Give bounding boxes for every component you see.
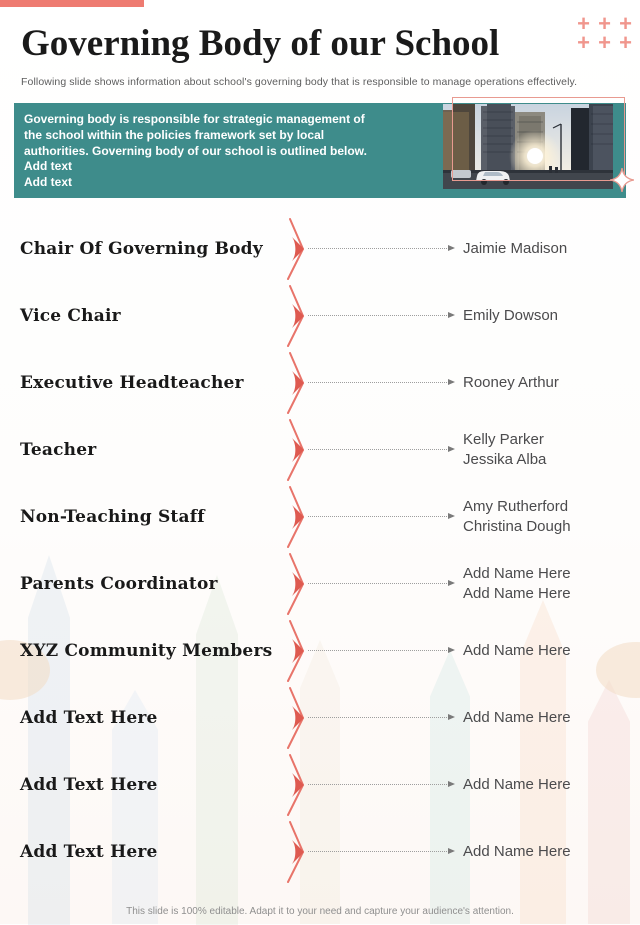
- governing-body-list: [20, 215, 622, 885]
- footer-note: This slide is 100% editable. Adapt it to your need and capture your audience's attention.: [126, 906, 514, 917]
- chevron-connector-icon: [278, 218, 308, 280]
- chevron-connector-icon: [278, 687, 308, 749]
- city-street-photo: [443, 104, 613, 189]
- plus-icon: +: [619, 30, 632, 55]
- role-label: Parents Coordinator: [20, 573, 218, 594]
- role-label: Add Text Here: [20, 841, 158, 862]
- plus-icon: +: [619, 11, 632, 36]
- member-name: Jessika Alba: [463, 450, 547, 468]
- dotted-arrow-connector: [308, 315, 453, 316]
- member-names: [463, 306, 558, 326]
- chevron-connector-icon: [278, 486, 308, 548]
- member-names: [463, 775, 571, 795]
- dotted-arrow-connector: [308, 248, 453, 249]
- member-names: [463, 641, 571, 661]
- governing-body-row: [20, 617, 622, 684]
- role-label: XYZ Community Members: [20, 640, 273, 661]
- chevron-connector-icon: [278, 754, 308, 816]
- chevron-connector-icon: [278, 620, 308, 682]
- member-name: Rooney Arthur: [463, 373, 559, 391]
- add-text-placeholder: Add text: [24, 175, 72, 190]
- member-name: Amy Rutherford: [463, 497, 569, 515]
- governing-body-row: [20, 416, 622, 483]
- dotted-arrow-connector: [308, 382, 453, 383]
- governing-body-row: [20, 349, 622, 416]
- member-name: Christina Dough: [463, 517, 571, 535]
- member-name: Kelly Parker: [463, 430, 544, 448]
- plus-icon: +: [577, 30, 590, 55]
- member-names: [463, 430, 546, 470]
- member-name: Add Name Here: [463, 775, 571, 793]
- chevron-connector-icon: [278, 553, 308, 615]
- plus-icon: +: [598, 30, 611, 55]
- member-names: [463, 373, 559, 393]
- chevron-connector-icon: [278, 419, 308, 481]
- page-subtitle: Following slide shows information about school's governing body that is responsible to manage operations effectively.: [21, 76, 578, 88]
- dotted-arrow-connector: [308, 650, 453, 651]
- add-text-placeholder: Add text: [24, 159, 72, 174]
- dotted-arrow-connector: [308, 851, 453, 852]
- governing-body-row: [20, 684, 622, 751]
- member-name: Add Name Here: [463, 564, 571, 582]
- dotted-arrow-connector: [308, 717, 453, 718]
- chevron-connector-icon: [278, 285, 308, 347]
- chevron-connector-icon: [278, 352, 308, 414]
- governing-body-row: [20, 818, 622, 885]
- member-name: Add Name Here: [463, 842, 571, 860]
- info-box-text: [24, 112, 444, 191]
- plus-icon: +: [577, 11, 590, 36]
- role-label: Chair Of Governing Body: [20, 238, 263, 259]
- role-label: Executive Headteacher: [20, 372, 244, 393]
- plus-decoration: [573, 11, 637, 55]
- dotted-arrow-connector: [308, 784, 453, 785]
- info-line: Governing body is responsible for strategic management of: [24, 112, 365, 126]
- governing-body-row: [20, 483, 622, 550]
- member-name: Jaimie Madison: [463, 239, 568, 257]
- role-label: Add Text Here: [20, 707, 158, 728]
- member-name: Add Name Here: [463, 641, 571, 659]
- dotted-arrow-connector: [308, 583, 453, 584]
- top-accent-bar: [0, 0, 144, 7]
- member-names: [463, 497, 571, 537]
- info-line: the school within the policies framework set by local: [24, 127, 325, 142]
- role-label: Add Text Here: [20, 774, 158, 795]
- governing-body-row: [20, 751, 622, 818]
- member-name: Add Name Here: [463, 708, 571, 726]
- member-name: Emily Dowson: [463, 306, 559, 324]
- role-label: Vice Chair: [20, 305, 121, 326]
- governing-body-row: [20, 550, 622, 617]
- plus-icon: +: [598, 11, 611, 36]
- dotted-arrow-connector: [308, 516, 453, 517]
- page-title: Governing Body of our School: [21, 23, 500, 64]
- sparkle-icon: [610, 168, 634, 192]
- member-names: [463, 239, 567, 259]
- role-label: Non-Teaching Staff: [20, 506, 205, 527]
- governing-body-row: [20, 282, 622, 349]
- member-names: [463, 564, 571, 604]
- member-names: [463, 842, 571, 862]
- info-line: authorities. Governing body of our school is outlined below.: [24, 143, 367, 158]
- member-name: Add Name Here: [463, 584, 571, 602]
- member-names: [463, 708, 571, 728]
- governing-body-row: [20, 215, 622, 282]
- role-label: Teacher: [20, 439, 97, 460]
- dotted-arrow-connector: [308, 449, 453, 450]
- chevron-connector-icon: [278, 821, 308, 883]
